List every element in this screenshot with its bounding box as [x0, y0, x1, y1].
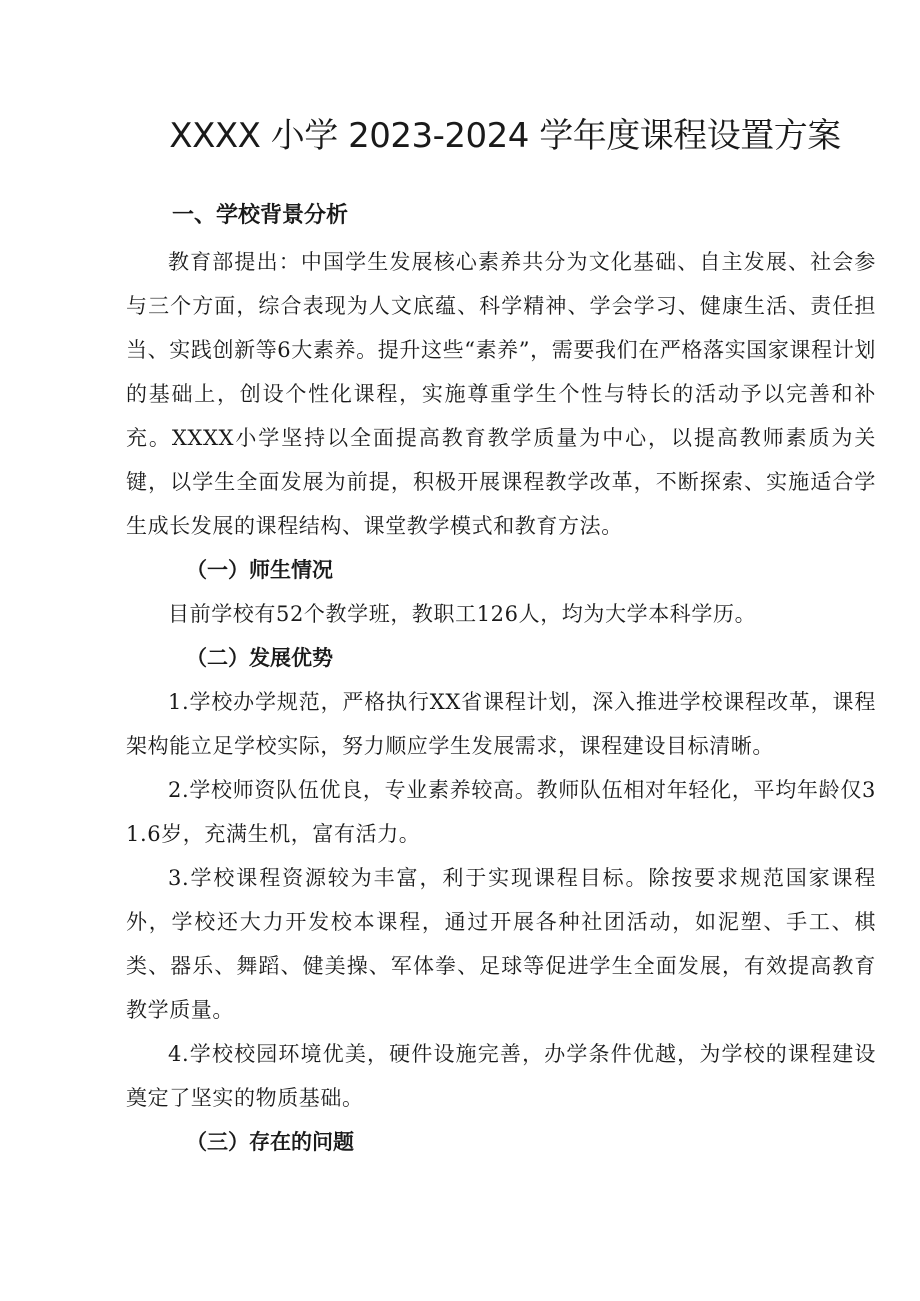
advantage-item-4: 4.学校校园环境优美，硬件设施完善，办学条件优越，为学校的课程建设奠定了坚实的物质基础。 — [126, 1042, 876, 1110]
subsection-heading-problems: （三）存在的问题 — [186, 1130, 354, 1154]
document-title: XXXX 小学 2023-2024 学年度课程设置方案 — [169, 116, 841, 156]
advantage-item-1: 1.学校办学规范，严格执行XX省课程计划，深入推进学校课程改革，课程架构能立足学校实际，努力顺应学生发展需求，课程建设目标清晰。 — [126, 690, 876, 758]
advantage-item-2: 2.学校师资队伍优良，专业素养较高。教师队伍相对年轻化，平均年龄仅31.6岁，充满生机，富有活力。 — [126, 778, 876, 846]
intro-paragraph: 教育部提出：中国学生发展核心素养共分为文化基础、自主发展、社会参与三个方面，综合表现为人文底蕴、科学精神、学会学习、健康生活、责任担当、实践创新等6大素养。提升这些“素养”，需要我们在严格落实国家课程计划的基础上，创设个性化课程，实施尊重学生个性与特长的活动予以完善和补充。XXXX小学坚持以全面提高教育教学质量为中心，以提高教师素质为关键，以学生全面发展为前提，积极开展课程教学改革，不断探索、实施适合学生成长发展的课程结构、课堂教学模式和教育方法。 — [126, 250, 876, 538]
teachers-students-paragraph: 目前学校有52个教学班，教职工126人，均为大学本科学历。 — [168, 602, 757, 626]
subsection-heading-advantages: （二）发展优势 — [186, 646, 333, 670]
subsection-heading-teachers-students: （一）师生情况 — [186, 558, 333, 582]
advantage-item-3: 3.学校课程资源较为丰富，利于实现课程目标。除按要求规范国家课程外，学校还大力开发校本课程，通过开展各种社团活动，如泥塑、手工、棋类、器乐、舞蹈、健美操、军体拳、足球等促进学生全面发展，有效提高教育教学质量。 — [126, 866, 876, 1022]
document-body — [126, 196, 876, 1164]
section-heading-school-background: 一、学校背景分析 — [172, 203, 349, 228]
